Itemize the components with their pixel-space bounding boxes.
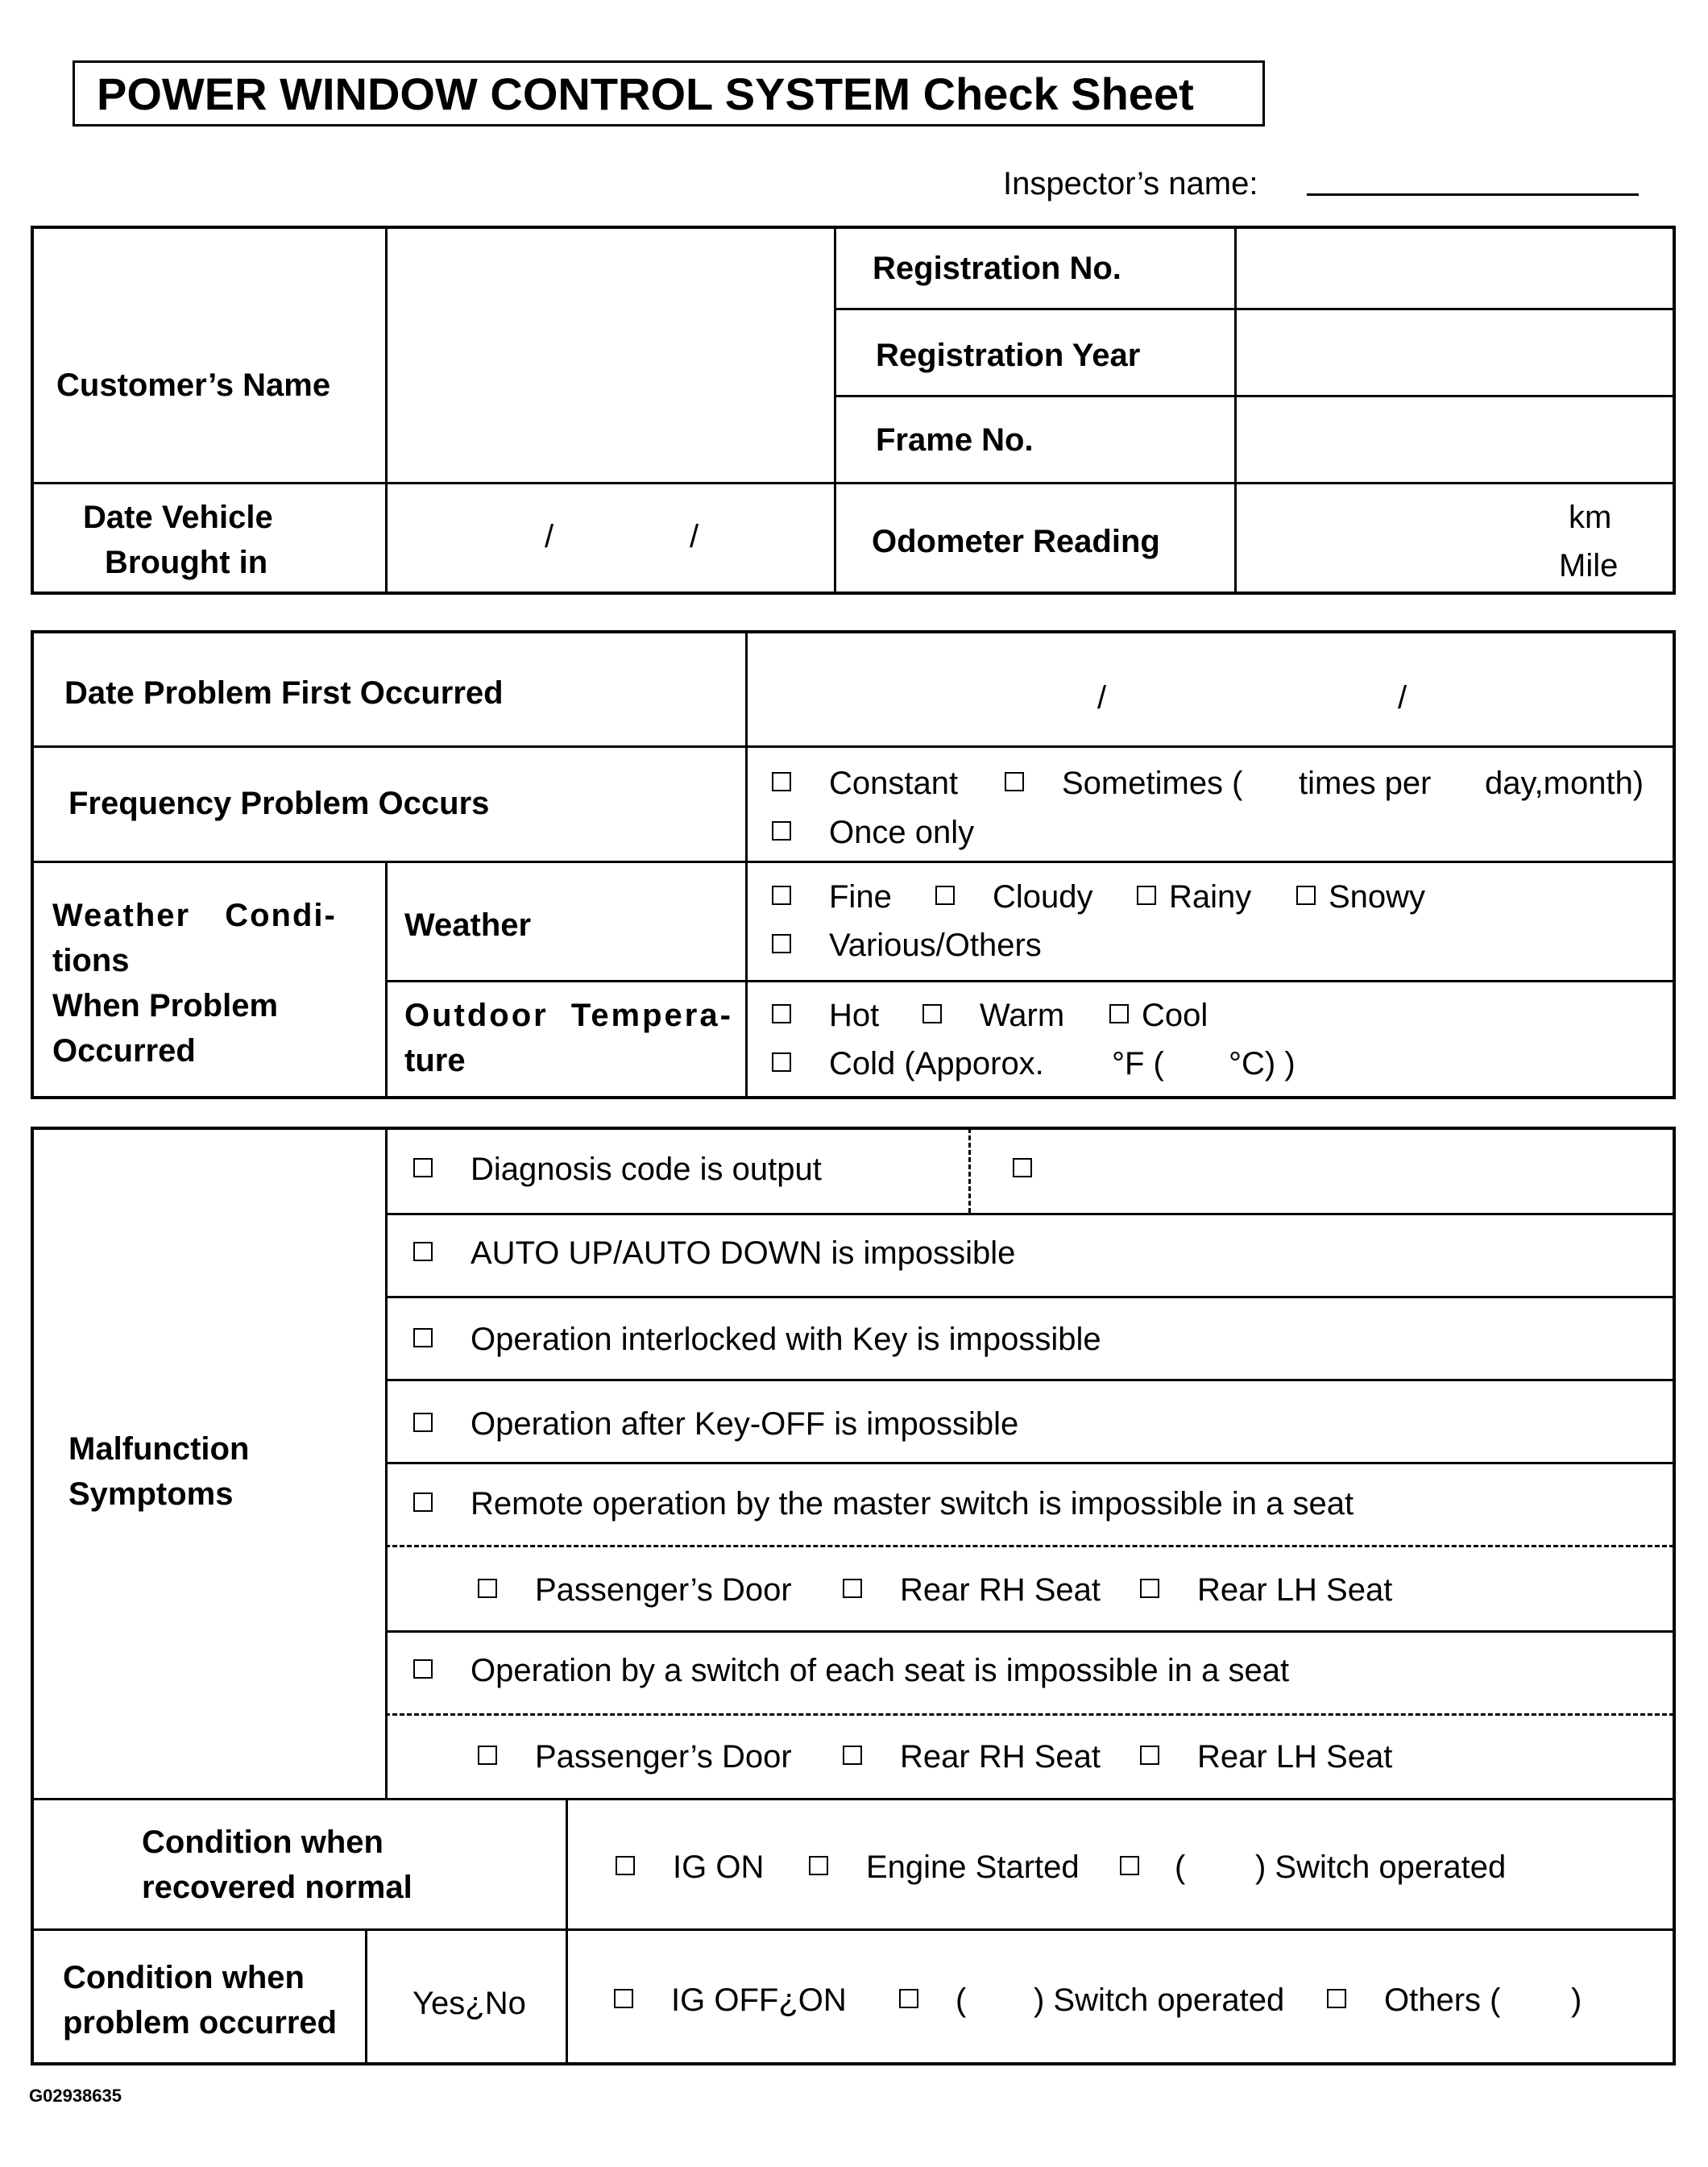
- weather-label: Weather: [404, 907, 532, 943]
- checkbox-others[interactable]: [1327, 1989, 1346, 2008]
- checkbox-each-rear-lh[interactable]: [1140, 1746, 1159, 1765]
- snowy-option: Snowy: [1329, 879, 1426, 915]
- day-month-text: day,month): [1485, 766, 1644, 801]
- fine-option: Fine: [829, 879, 892, 915]
- checkbox-remote-rear-rh[interactable]: [843, 1579, 862, 1598]
- problem-occurred-label-2: problem occurred: [63, 2005, 338, 2040]
- malfunction-label-2: Symptoms: [68, 1476, 234, 1512]
- cool-option: Cool: [1142, 998, 1208, 1033]
- outdoor-temperature-label-1: Outdoor Tempera-: [404, 998, 733, 1033]
- checkbox-recovered-switch[interactable]: [1120, 1856, 1139, 1875]
- yes-no-option[interactable]: Yes¿No: [412, 1986, 526, 2021]
- rainy-option: Rainy: [1169, 879, 1252, 915]
- page-title: POWER WINDOW CONTROL SYSTEM Check Sheet: [97, 68, 1194, 119]
- ig-off-on-option: IG OFF¿ON: [671, 1982, 847, 2018]
- checkbox-diag-code[interactable]: [413, 1158, 433, 1177]
- figure-id: G02938635: [29, 2086, 122, 2106]
- checkbox-hot[interactable]: [772, 1004, 791, 1023]
- odometer-unit-km[interactable]: km: [1569, 500, 1612, 535]
- weather-conditions-label-1: Weather Condi-: [52, 898, 337, 933]
- checkbox-cold[interactable]: [772, 1052, 791, 1072]
- deg-c-text: °C) ): [1229, 1046, 1296, 1081]
- checkbox-rainy[interactable]: [1137, 886, 1156, 905]
- date-slash-1: /: [545, 519, 554, 554]
- outdoor-temperature-label-2: ture: [404, 1043, 466, 1078]
- key-interlock-option: Operation interlocked with Key is impossible: [471, 1322, 1101, 1357]
- checkbox-remote-op[interactable]: [413, 1492, 433, 1512]
- date-first-label: Date Problem First Occurred: [64, 675, 504, 711]
- malfunction-label-1: Malfunction: [68, 1431, 250, 1467]
- checkbox-ig-off-on[interactable]: [614, 1989, 633, 2008]
- registration-year-field[interactable]: [1238, 311, 1672, 393]
- problem-switch-operated: ) Switch operated: [1034, 1982, 1285, 2018]
- frequency-label: Frequency Problem Occurs: [68, 786, 490, 821]
- remote-rear-rh-option: Rear RH Seat: [900, 1572, 1101, 1608]
- others-option: Others (: [1384, 1982, 1501, 2018]
- checkbox-warm[interactable]: [922, 1004, 942, 1023]
- recovered-label-2: recovered normal: [142, 1870, 412, 1905]
- sometimes-option: Sometimes (: [1062, 766, 1243, 801]
- remote-rear-lh-option: Rear LH Seat: [1197, 1572, 1393, 1608]
- each-passenger-door-option: Passenger’s Door: [535, 1739, 792, 1775]
- checkbox-remote-rear-lh[interactable]: [1140, 1579, 1159, 1598]
- checkbox-sometimes[interactable]: [1005, 772, 1024, 791]
- each-seat-option: Operation by a switch of each seat is impossible in a seat: [471, 1653, 1290, 1688]
- others-paren-close: ): [1571, 1982, 1582, 2018]
- checkbox-cool[interactable]: [1109, 1004, 1129, 1023]
- recovered-label-1: Condition when: [142, 1825, 383, 1860]
- problem-occurred-label-1: Condition when: [63, 1960, 305, 1995]
- checkbox-ig-on[interactable]: [616, 1856, 635, 1875]
- checkbox-engine-started[interactable]: [809, 1856, 828, 1875]
- registration-no-field[interactable]: [1238, 230, 1672, 306]
- checkbox-diag-code-other[interactable]: [1013, 1158, 1032, 1177]
- odometer-label: Odometer Reading: [872, 524, 1160, 559]
- date-brought-label-1: Date Vehicle: [83, 500, 273, 535]
- frame-no-field[interactable]: [1238, 398, 1672, 480]
- cloudy-option: Cloudy: [993, 879, 1093, 915]
- weather-conditions-label-3: When Problem: [52, 988, 279, 1023]
- checkbox-auto-updown[interactable]: [413, 1242, 433, 1261]
- checkbox-various[interactable]: [772, 934, 791, 953]
- diag-code-option: Diagnosis code is output: [471, 1152, 822, 1187]
- inspector-label: Inspector’s name:: [1003, 166, 1258, 201]
- registration-year-label: Registration Year: [876, 338, 1141, 373]
- customer-name-field[interactable]: [389, 230, 831, 479]
- warm-option: Warm: [980, 998, 1065, 1033]
- frame-no-label: Frame No.: [876, 422, 1034, 458]
- engine-started-option: Engine Started: [866, 1849, 1080, 1885]
- checkbox-fine[interactable]: [772, 886, 791, 905]
- checkbox-problem-switch[interactable]: [899, 1989, 918, 2008]
- checkbox-each-passenger-door[interactable]: [478, 1746, 497, 1765]
- each-rear-lh-option: Rear LH Seat: [1197, 1739, 1393, 1775]
- checkbox-once-only[interactable]: [772, 821, 791, 841]
- date-brought-label-2: Brought in: [105, 545, 268, 580]
- registration-no-label: Registration No.: [873, 251, 1121, 286]
- weather-conditions-label-2: tions: [52, 943, 130, 978]
- each-rear-rh-option: Rear RH Seat: [900, 1739, 1101, 1775]
- checkbox-each-seat[interactable]: [413, 1659, 433, 1679]
- hot-option: Hot: [829, 998, 880, 1033]
- various-option: Various/Others: [829, 928, 1042, 963]
- recovered-switch-operated: ) Switch operated: [1255, 1849, 1507, 1885]
- auto-updown-option: AUTO UP/AUTO DOWN is impossible: [471, 1235, 1016, 1271]
- date-first-slash-1: /: [1097, 680, 1107, 716]
- checkbox-key-interlock[interactable]: [413, 1328, 433, 1347]
- once-only-option: Once only: [829, 815, 975, 850]
- weather-conditions-label-4: Occurred: [52, 1033, 196, 1069]
- date-first-slash-2: /: [1398, 680, 1407, 716]
- checkbox-snowy[interactable]: [1296, 886, 1316, 905]
- deg-f-text: °F (: [1112, 1046, 1164, 1081]
- checkbox-constant[interactable]: [772, 772, 791, 791]
- inspector-name-line[interactable]: [1307, 193, 1639, 196]
- remote-op-option: Remote operation by the master switch is impossible in a seat: [471, 1486, 1354, 1521]
- times-per-text: times per: [1299, 766, 1432, 801]
- odometer-unit-mile[interactable]: Mile: [1559, 548, 1619, 583]
- checkbox-key-off[interactable]: [413, 1413, 433, 1432]
- key-off-option: Operation after Key-OFF is impossible: [471, 1406, 1019, 1442]
- remote-passenger-door-option: Passenger’s Door: [535, 1572, 792, 1608]
- recovered-paren-open: (: [1175, 1849, 1186, 1885]
- cold-option: Cold (Apporox.: [829, 1046, 1044, 1081]
- constant-option: Constant: [829, 766, 959, 801]
- date-slash-2: /: [690, 519, 699, 554]
- customer-name-label: Customer’s Name: [56, 367, 331, 403]
- checkbox-cloudy[interactable]: [935, 886, 955, 905]
- ig-on-option: IG ON: [673, 1849, 765, 1885]
- checkbox-each-rear-rh[interactable]: [843, 1746, 862, 1765]
- problem-paren-open: (: [956, 1982, 967, 2018]
- checkbox-remote-passenger-door[interactable]: [478, 1579, 497, 1598]
